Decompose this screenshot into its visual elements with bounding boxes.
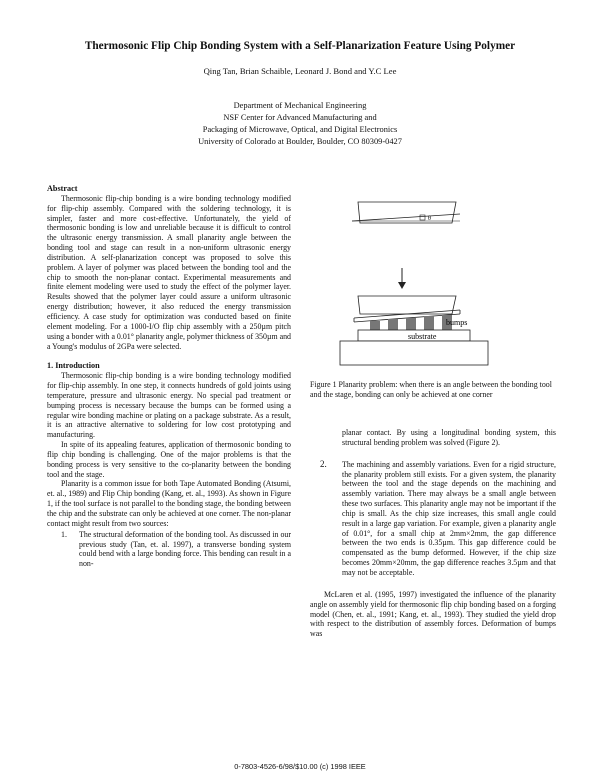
affiliation-line: NSF Center for Advanced Manufacturing and	[223, 113, 377, 122]
intro-paragraph: In spite of its appealing features, application of thermosonic bonding to flip chip bonding is challenging. One of the major problems is that the bonding process is very sensitive to the co-planarity between the bonding tool and the stage.	[47, 440, 291, 479]
intro-paragraph: Thermosonic flip-chip bonding is a wire bonding technology modified for flip-chip assembly. In one step, it connects hundreds of gold joints using temperature, pressure and ultrasonic energy. No special pad treatment or bumping process is necessary because the bumps can be formed using a regular wire bonding machine or plating on a package substrate. As a result, it is an attractive alternative to soldering for low cost prototyping and manufacturing.	[47, 371, 291, 440]
right-column	[310, 428, 556, 639]
figure-1-diagram	[318, 196, 558, 372]
list-text: The machining and assembly variations. Even for a rigid structure, the planarity problem still exists. For a given system, the planarity between the tool and the stage depends on the machining and assembly variation. There may always be a small angle between these two surfaces. This planarity angle may not be important if the chip is small. As the chip size increases, this small angle could result in a large gap variation. For example, given a planarity angle of 0.01°, for a small chip at 2mm×2mm, the gap difference between the two ends is 0.35µm. This gap difference could be compensated as the bump deformed. However, if the chip size becomes 20mm×20mm, the gap difference reaches 3.5µm and that may not be acceptable.	[342, 459, 556, 577]
body-paragraph: McLaren et al. (1995, 1997) investigated the influence of the planarity angle on assembly yield for thermosonic flip chip bonding based on a forging model (Chen, et. al., 1991; Kang, et. al., 1993). They studied the yield drop with respect to the distribution of assembly forces. Deformation of bumps was	[310, 589, 556, 639]
bonding-stage	[340, 341, 488, 365]
authors: Qing Tan, Brian Schaible, Leonard J. Bond and Y.C Lee	[203, 66, 397, 76]
affiliation-line: University of Colorado at Boulder, Boulder, CO 80309-0427	[198, 137, 402, 146]
substrate-label: substrate	[408, 332, 437, 341]
list-number: 2.	[320, 458, 327, 469]
list-item	[310, 460, 556, 578]
affiliation-line: Packaging of Microwave, Optical, and Digital Electronics	[202, 125, 398, 134]
figure-1-caption: Figure 1 Planarity problem: when there is an angle between the bonding tool and the stage, bonding can only be achieved at one corner	[310, 380, 552, 399]
paper-title: Thermosonic Flip Chip Bonding System with a Self-Planarization Feature Using Polymer	[84, 40, 516, 52]
affiliation	[0, 100, 600, 148]
bump	[388, 319, 398, 330]
bump	[406, 318, 416, 330]
bump	[370, 321, 380, 330]
bump	[424, 316, 434, 330]
left-column	[47, 184, 291, 569]
list-continuation: planar contact. By using a longitudinal bonding system, this structural bending problem was solved (Figure 2).	[342, 428, 556, 447]
abstract-heading: Abstract	[47, 184, 78, 193]
abstract-text: Thermosonic flip-chip bonding is a wire bonding technology modified for flip-chip assembly. Compared with the soldering technology, it is simpler, faster and more cost-effective. Unfortunately, the yield of thermosonic bonding is low and unreliable because it is difficult to control the ultrasonic energy transmission. A small planarity angle between the bonding tool and stage can result in a non-uniform ultrasonic energy distribution. A self-planarization concept was proposed to solve this problem. A layer of polymer was placed between the bonding tool and the chip to smooth the non-planar contact. Experimental measurements and finite element modeling were used to study the effect of the polymer layer. Results showed that the polymer layer could assure a uniform ultrasonic energy distribution; however, it also reduced the energy transmission efficiency. A case study for optimization was conducted based on finite element modeling. For a 1000-I/O flip chip assembly with a 250µm pitch using a bonder with a 0.01° planarity angle, polymer thickness of 350µm and a Young's modulus of 2GPa were selected.	[47, 193, 291, 351]
page-footer: 0-7803-4526-6/98/$10.00 (c) 1998 IEEE	[234, 762, 366, 771]
list-number: 1.	[61, 529, 67, 539]
list-item	[61, 530, 291, 569]
bumps-label: bumps	[446, 318, 468, 327]
theta-label: θ	[428, 216, 431, 222]
arrow-head	[398, 282, 406, 289]
affiliation-line: Department of Mechanical Engineering	[233, 101, 367, 110]
introduction-heading: 1. Introduction	[47, 361, 100, 371]
intro-paragraph: Planarity is a common issue for both Tape Automated Bonding (Atsumi, et. al., 1989) and Flip Chip bonding (Kang, et. al., 1993). As shown in Figure 1, if the tool surface is not parallel to the bonding stage, the bonding between the chip and the substrate can only be achieved at one corner. The non-planar contact might result from two sources:	[47, 479, 291, 528]
list-text: The structural deformation of the bonding tool. As discussed in our previous study (Tan, et. al. 1997), a transverse bonding system could bend with a large bonding force. This bending can result in a non-	[79, 529, 291, 569]
